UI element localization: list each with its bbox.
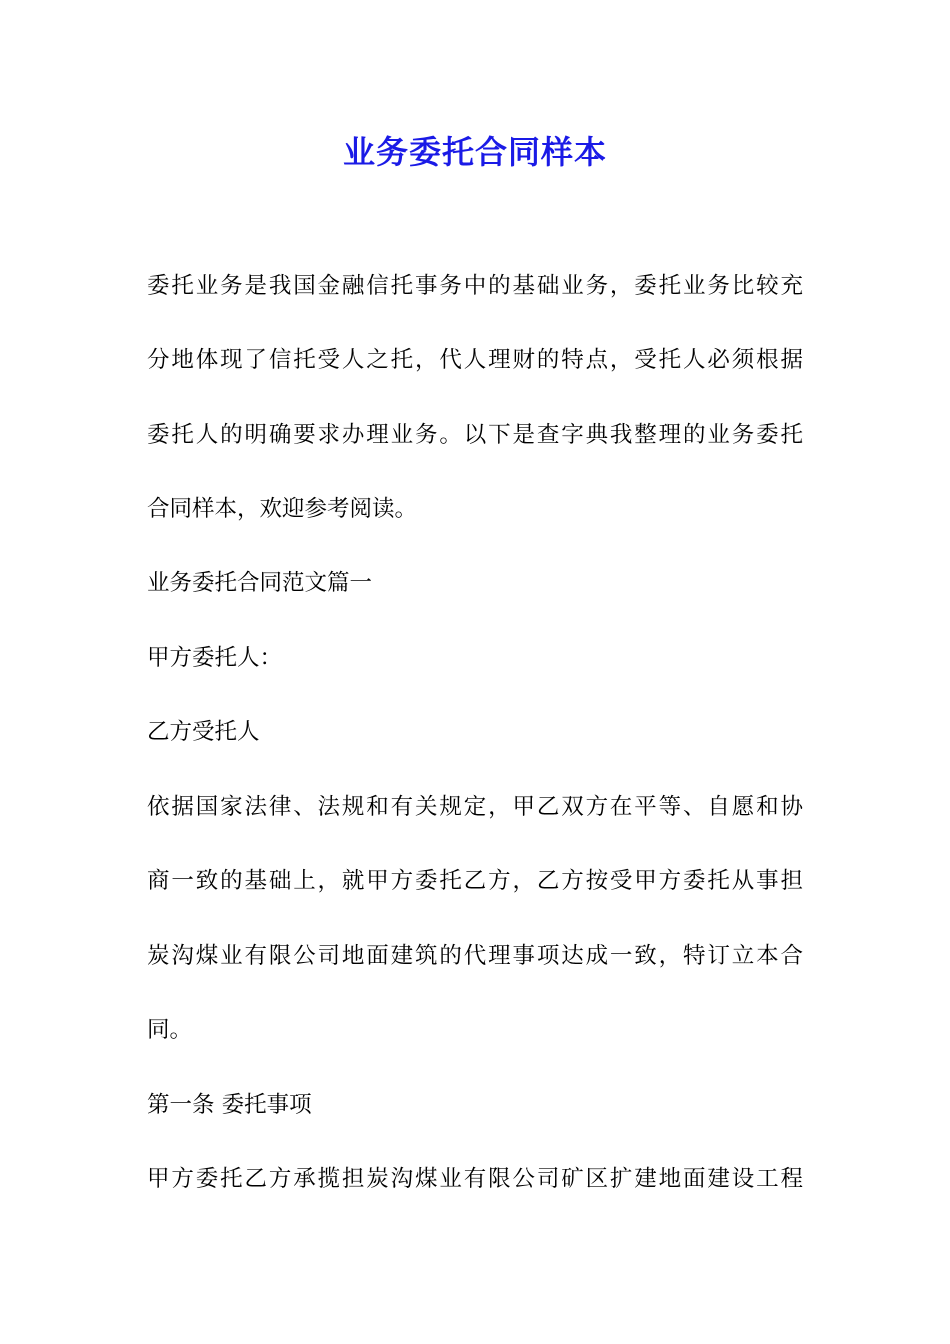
paragraph-intro-line-4: 合同样本，欢迎参考阅读。 (147, 496, 418, 522)
paragraph-intro-line-3: 委托人的明确要求办理业务。以下是查字典我整理的业务委托 (147, 422, 803, 448)
paragraph-basis-line-3: 炭沟煤业有限公司地面建筑的代理事项达成一致，特订立本合 (147, 943, 803, 969)
paragraph-intro-line-1: 委托业务是我国金融信托事务中的基础业务，委托业务比较充 (147, 273, 803, 299)
paragraph-intro-line-2: 分地体现了信托受人之托，代人理财的特点，受托人必须根据 (147, 347, 803, 373)
document-title: 业务委托合同样本 (342, 133, 607, 171)
article-1-heading: 第一条 委托事项 (147, 1092, 312, 1118)
section-heading-1: 业务委托合同范文篇一 (147, 570, 373, 596)
article-1-line-1: 甲方委托乙方承揽担炭沟煤业有限公司矿区扩建地面建设工程 (147, 1166, 803, 1192)
paragraph-basis-line-1: 依据国家法律、法规和有关规定，甲乙双方在平等、自愿和协 (147, 794, 803, 820)
party-a-label: 甲方委托人： (147, 645, 283, 671)
paragraph-basis-line-2: 商一致的基础上，就甲方委托乙方，乙方按受甲方委托从事担 (147, 868, 803, 894)
party-b-label: 乙方受托人 (147, 719, 260, 745)
paragraph-basis-line-4: 同。 (147, 1017, 193, 1043)
